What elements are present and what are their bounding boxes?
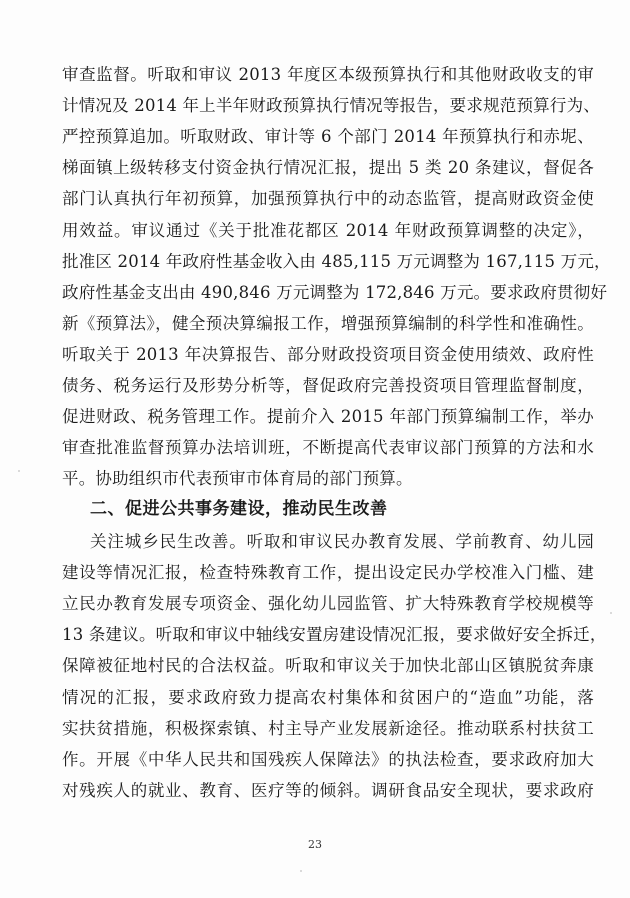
body-line: 政府性基金支出由 490,846 万元调整为 172,846 万元。要求政府贯彻好: [62, 283, 608, 302]
page-number: 23: [308, 838, 322, 851]
scan-speck: [300, 870, 302, 872]
body-line: 13 条建议。听取和审议中轴线安置房建设情况汇报，要求做好安全拆迁，: [62, 625, 607, 644]
body-line: 对残疾人的就业、教育、医疗等的倾斜。调研食品安全现状，要求政府: [62, 781, 594, 800]
body-line: 计情况及 2014 年上半年财政预算执行情况等报告，要求规范预算行为、: [62, 96, 600, 115]
body-line: 平。协助组织市代表预审市体育局的部门预算。: [62, 469, 413, 488]
body-line: 关注城乡民生改善。听取和审议民办教育发展、学前教育、幼儿园: [90, 532, 594, 551]
body-line: 新《预算法》，健全预决算编报工作，增强预算编制的科学性和准确性。: [62, 314, 594, 333]
body-line: 用效益。审议通过《关于批准花都区 2014 年财政预算调整的决定》，: [62, 221, 594, 240]
body-line: 审查批准监督预算办法培训班，不断提高代表审议部门预算的方法和水: [62, 438, 594, 457]
scan-speck: [18, 470, 20, 472]
body-line: 保障被征地村民的合法权益。听取和审议关于加快北部山区镇脱贫奔康: [62, 656, 594, 675]
body-line: 部门认真执行年初预算，加强预算执行中的动态监管，提高财政资金使: [62, 189, 594, 208]
body-line: 建设等情况汇报，检查特殊教育工作，提出设定民办学校准入门槛、建: [62, 563, 594, 582]
body-line: 债务、税务运行及形势分析等，督促政府完善投资项目管理监督制度，: [62, 376, 594, 395]
body-line: 情况的汇报，要求政府致力提高农村集体和贫困户的“造血”功能，落: [62, 688, 594, 707]
body-line: 立民办教育发展专项资金、强化幼儿园监管、扩大特殊教育学校规模等: [62, 594, 594, 613]
body-line: 促进财政、税务管理工作。提前介入 2015 年部门预算编制工作，举办: [62, 407, 594, 426]
body-line: 批准区 2014 年政府性基金收入由 485,115 万元调整为 167,115 万元，: [62, 252, 611, 271]
body-line: 作。开展《中华人民共和国残疾人保障法》的执法检查，要求政府加大: [62, 750, 594, 769]
body-line: 严控预算追加。听取财政、审计等 6 个部门 2014 年预算执行和赤坭、: [62, 127, 594, 146]
body-line: 审查监督。听取和审议 2013 年度区本级预算执行和其他财政收支的审: [62, 65, 594, 84]
body-line: 实扶贫措施，积极探索镇、村主导产业发展新途径。推动联系村扶贫工: [62, 719, 594, 738]
body-line: 梯面镇上级转移支付资金执行情况汇报，提出 5 类 20 条建议，督促各: [62, 158, 594, 177]
section-2-heading: 二、促进公共事务建设，推动民生改善: [90, 499, 388, 519]
body-line: 听取关于 2013 年决算报告、部分财政投资项目资金使用绩效、政府性: [62, 345, 594, 364]
scan-speck: [610, 612, 612, 614]
